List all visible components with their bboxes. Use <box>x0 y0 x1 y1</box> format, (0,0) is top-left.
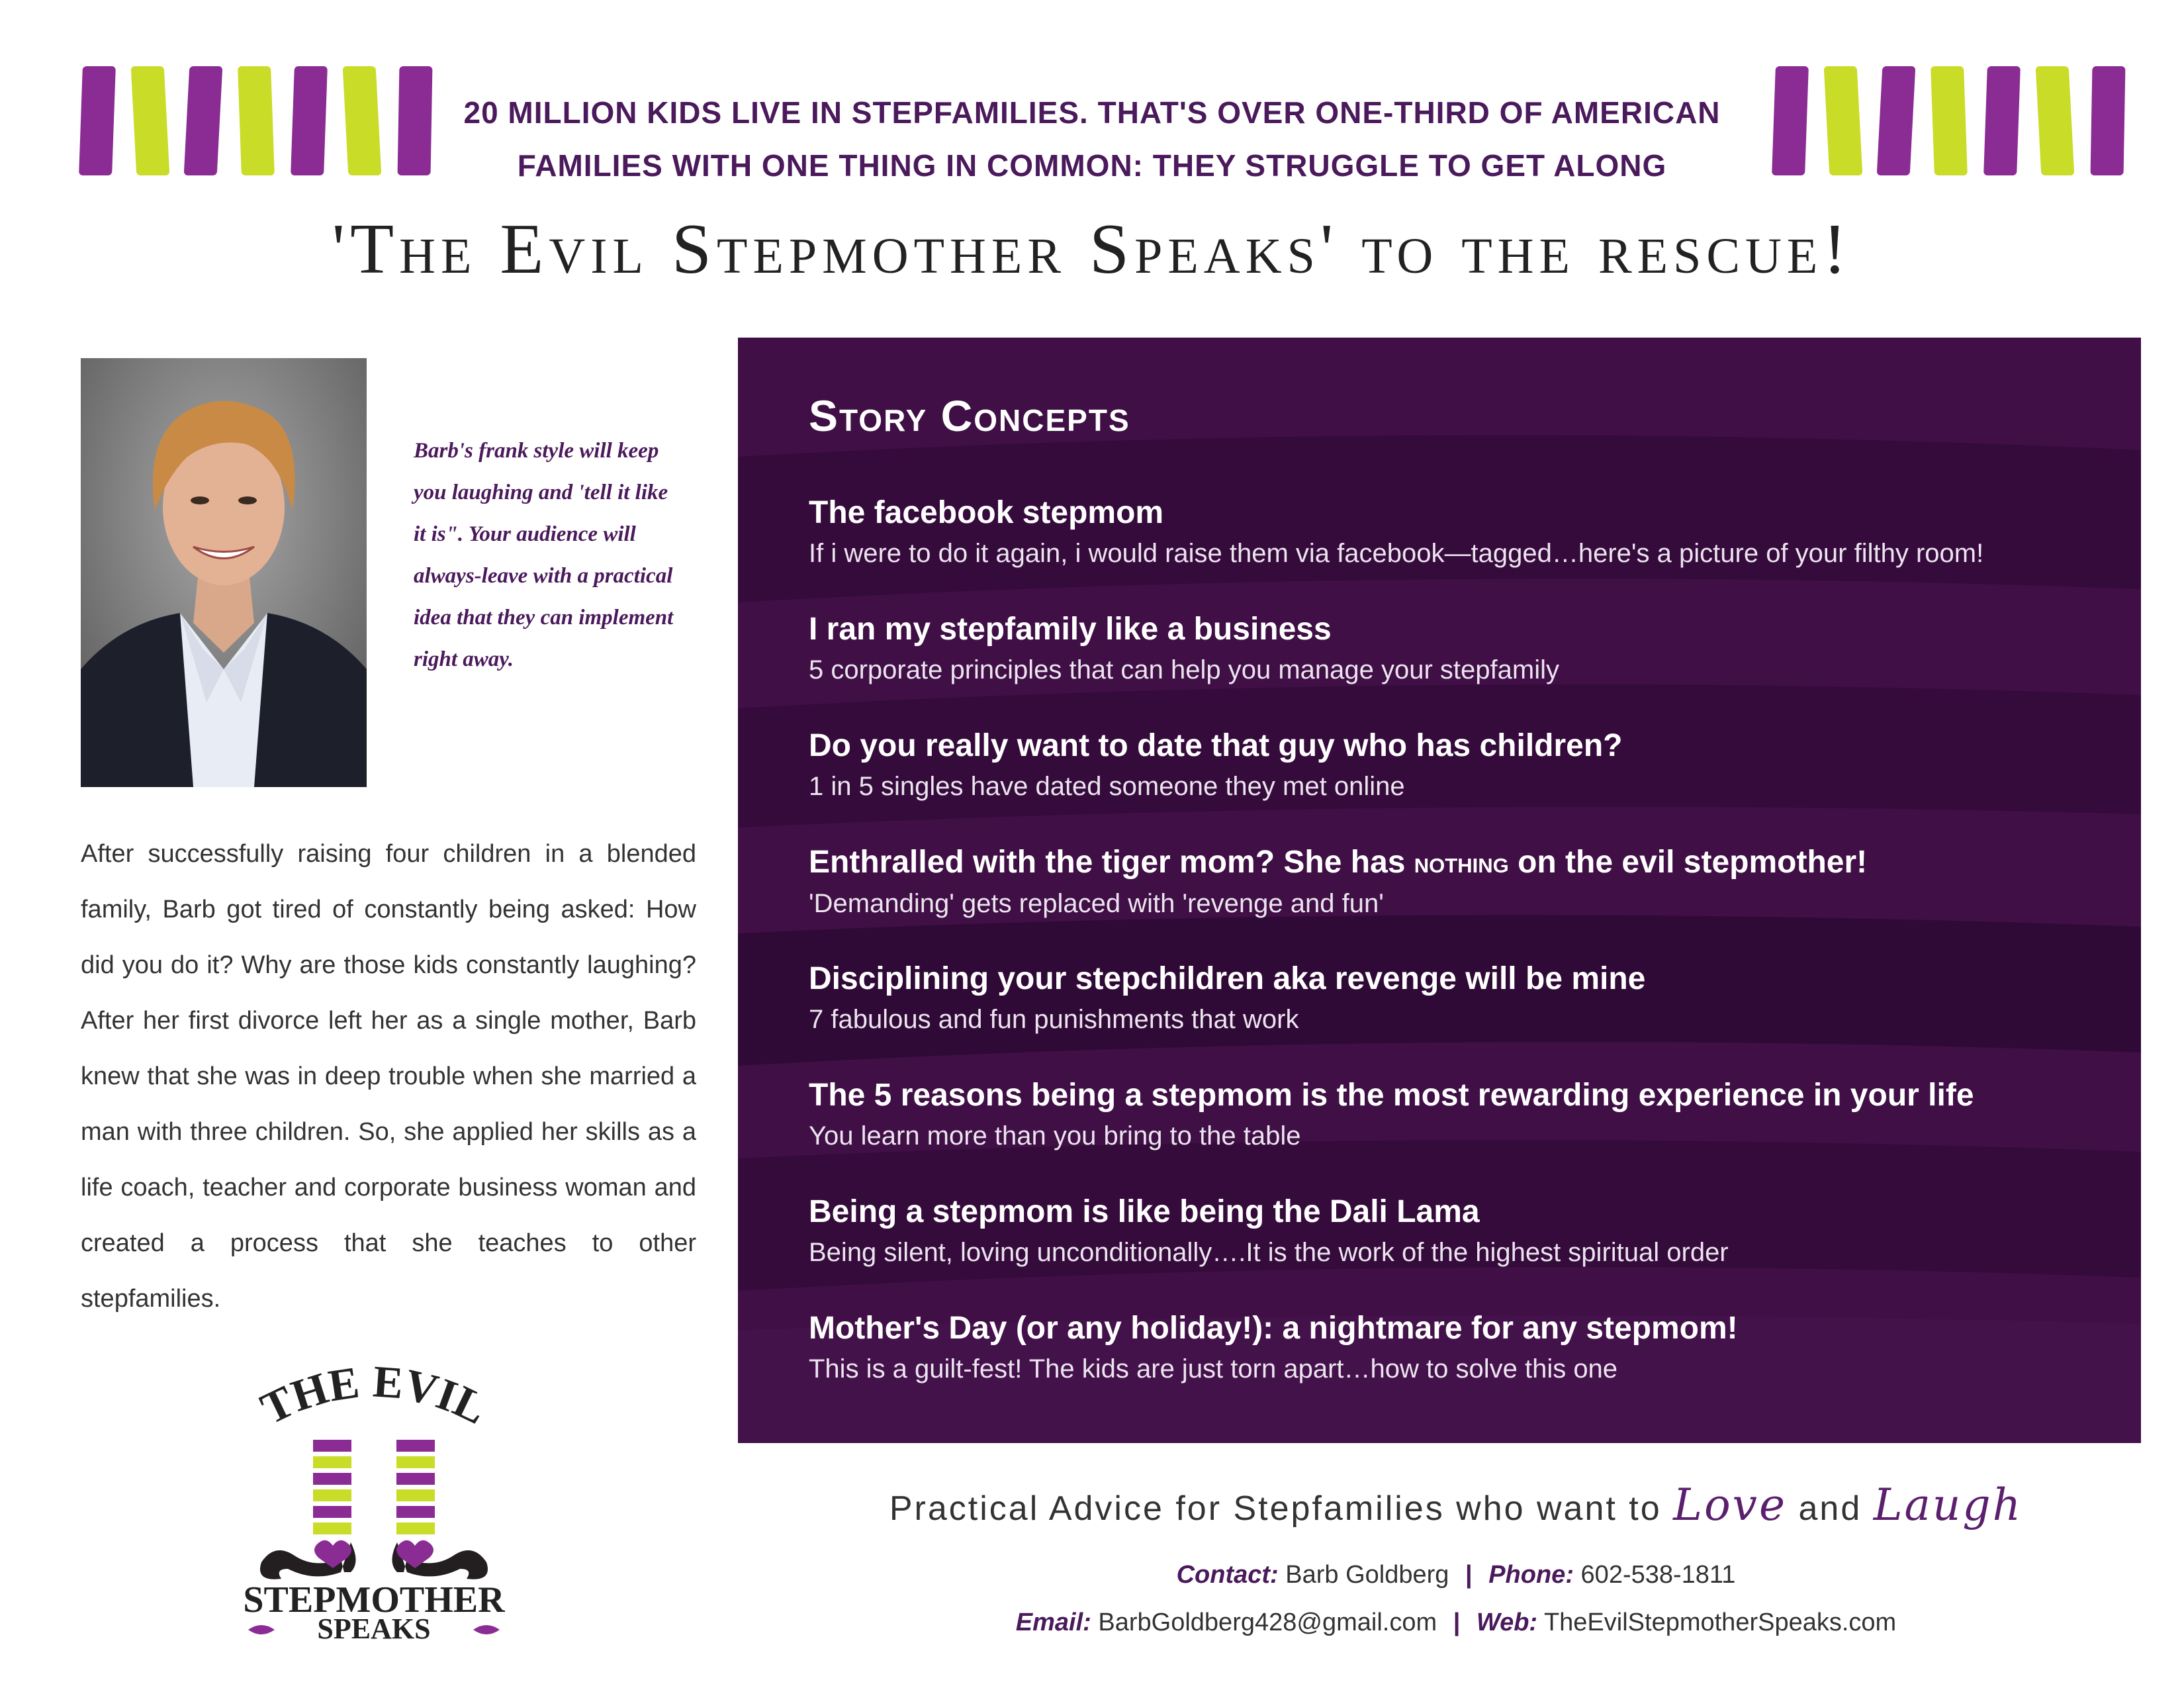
email-link[interactable]: BarbGoldberg428@gmail.com <box>1098 1609 1437 1636</box>
list-item <box>809 1309 2119 1425</box>
list-item <box>809 726 2119 843</box>
stripe <box>2036 66 2075 175</box>
tagline-text: Practical Advice for Stepfamilies who want to <box>889 1489 1674 1528</box>
list-item <box>809 843 2119 959</box>
story-concepts-list <box>809 493 2119 1425</box>
concept-title: Do you really want to date that guy who has children? <box>809 728 1623 763</box>
concept-subtitle: If i were to do it again, i would raise them via facebook—tagged…here's a picture of your filthy room! <box>809 539 1984 568</box>
story-concepts-panel <box>738 338 2141 1443</box>
evil-stepmother-logo <box>235 1344 513 1642</box>
story-concepts-title: Story Concepts <box>809 391 1130 440</box>
left-stripe-banner <box>81 66 432 175</box>
concept-title-post: on the evil stepmother! <box>1508 845 1868 880</box>
stripe <box>1877 66 1916 175</box>
concept-title: I ran my stepfamily like a business <box>809 612 1332 647</box>
stripe <box>238 66 275 175</box>
web-label: Web: <box>1476 1609 1538 1636</box>
list-item <box>809 610 2119 726</box>
list-item <box>809 1076 2119 1192</box>
stripe <box>184 66 223 175</box>
concept-title: Being a stepmom is like being the Dali Lama <box>809 1194 1480 1229</box>
svg-text:STEPMOTHER: STEPMOTHER <box>243 1579 505 1620</box>
contact-name: Barb Goldberg <box>1285 1561 1449 1589</box>
separator: | <box>1465 1561 1473 1589</box>
tagline <box>794 1479 2118 1530</box>
concept-subtitle: 5 corporate principles that can help you manage your stepfamily <box>809 655 1559 684</box>
right-stripe-banner <box>1774 66 2124 175</box>
contact-line-1 <box>794 1561 2118 1589</box>
concept-subtitle: 1 in 5 singles have dated someone they met online <box>809 772 1405 801</box>
concept-title: The 5 reasons being a stepmom is the most rewarding experience in your life <box>809 1078 1974 1113</box>
stripe <box>1931 66 1968 175</box>
contact-line-2 <box>794 1609 2118 1637</box>
list-item <box>809 1192 2119 1309</box>
headline-line-2: FAMILIES WITH ONE THING IN COMMON: THEY STRUGGLE TO GET ALONG <box>517 148 1667 183</box>
svg-text:SPEAKS: SPEAKS <box>317 1613 431 1642</box>
headline <box>463 86 1721 192</box>
svg-text:THE EVIL: THE EVIL <box>253 1356 495 1434</box>
tagline-laugh: Laugh <box>1873 1479 2023 1530</box>
concept-subtitle: Being silent, loving unconditionally….It is the work of the highest spiritual order <box>809 1238 1729 1267</box>
concept-title <box>809 843 2119 883</box>
contact-label: Contact: <box>1176 1561 1279 1589</box>
stripe <box>398 66 433 175</box>
portrait-photo <box>81 358 367 787</box>
stripe <box>343 66 382 175</box>
stripe <box>79 66 116 175</box>
concept-subtitle: This is a guilt-fest! The kids are just torn apart…how to solve this one <box>809 1354 1618 1383</box>
concept-subtitle: You learn more than you bring to the table <box>809 1121 1301 1150</box>
concept-subtitle: 'Demanding' gets replaced with 'revenge and fun' <box>809 889 1384 918</box>
phone-number: 602-538-1811 <box>1580 1561 1736 1589</box>
list-item <box>809 959 2119 1076</box>
list-item <box>809 493 2119 610</box>
concept-title: The facebook stepmom <box>809 495 1164 530</box>
phone-label: Phone: <box>1488 1561 1574 1589</box>
concept-title-pre: Enthralled with the tiger mom? She has <box>809 845 1414 880</box>
bio-paragraph: After successfully raising four children in a blended family, Barb got tired of constantly being asked: How did you do it? Why are those kids constantly laughing? After her first divorce left her as a single mother, Barb knew that she was in deep trouble when she married a man with three children. So, she applied her skills as a life coach, teacher and corporate business woman and created a process that she teaches to other stepfamilies. <box>81 840 696 1313</box>
stripe <box>291 66 328 175</box>
concept-title: Disciplining your stepchildren aka revenge will be mine <box>809 961 1646 996</box>
concept-subtitle: 7 fabulous and fun punishments that work <box>809 1005 1299 1034</box>
website-link[interactable]: TheEvilStepmotherSpeaks.com <box>1543 1609 1897 1636</box>
tagline-love: Love <box>1673 1479 1788 1530</box>
testimonial-quote: Barb's frank style will keep you laughing and 'tell it like it is". Your audience will always-leave with a practical idea that they can implement right away. <box>414 439 674 671</box>
separator: | <box>1453 1609 1461 1636</box>
portrait-illustration <box>81 358 367 787</box>
stripe <box>1772 66 1809 175</box>
tagline-and: and <box>1787 1489 1874 1528</box>
page-title: 'The Evil Stepmother Speaks' to the rescue! <box>332 210 1852 289</box>
headline-line-1: 20 MILLION KIDS LIVE IN STEPFAMILIES. THAT'S OVER ONE-THIRD OF AMERICAN <box>463 95 1721 130</box>
email-label: Email: <box>1015 1609 1091 1636</box>
concept-title-emphasis: nothing <box>1414 847 1509 879</box>
stripe <box>131 66 170 175</box>
concept-title: Mother's Day (or any holiday!): a nightmare for any stepmom! <box>809 1311 1738 1346</box>
stripe <box>1824 66 1863 175</box>
stripe <box>2091 66 2126 175</box>
stripe <box>1983 66 2021 175</box>
